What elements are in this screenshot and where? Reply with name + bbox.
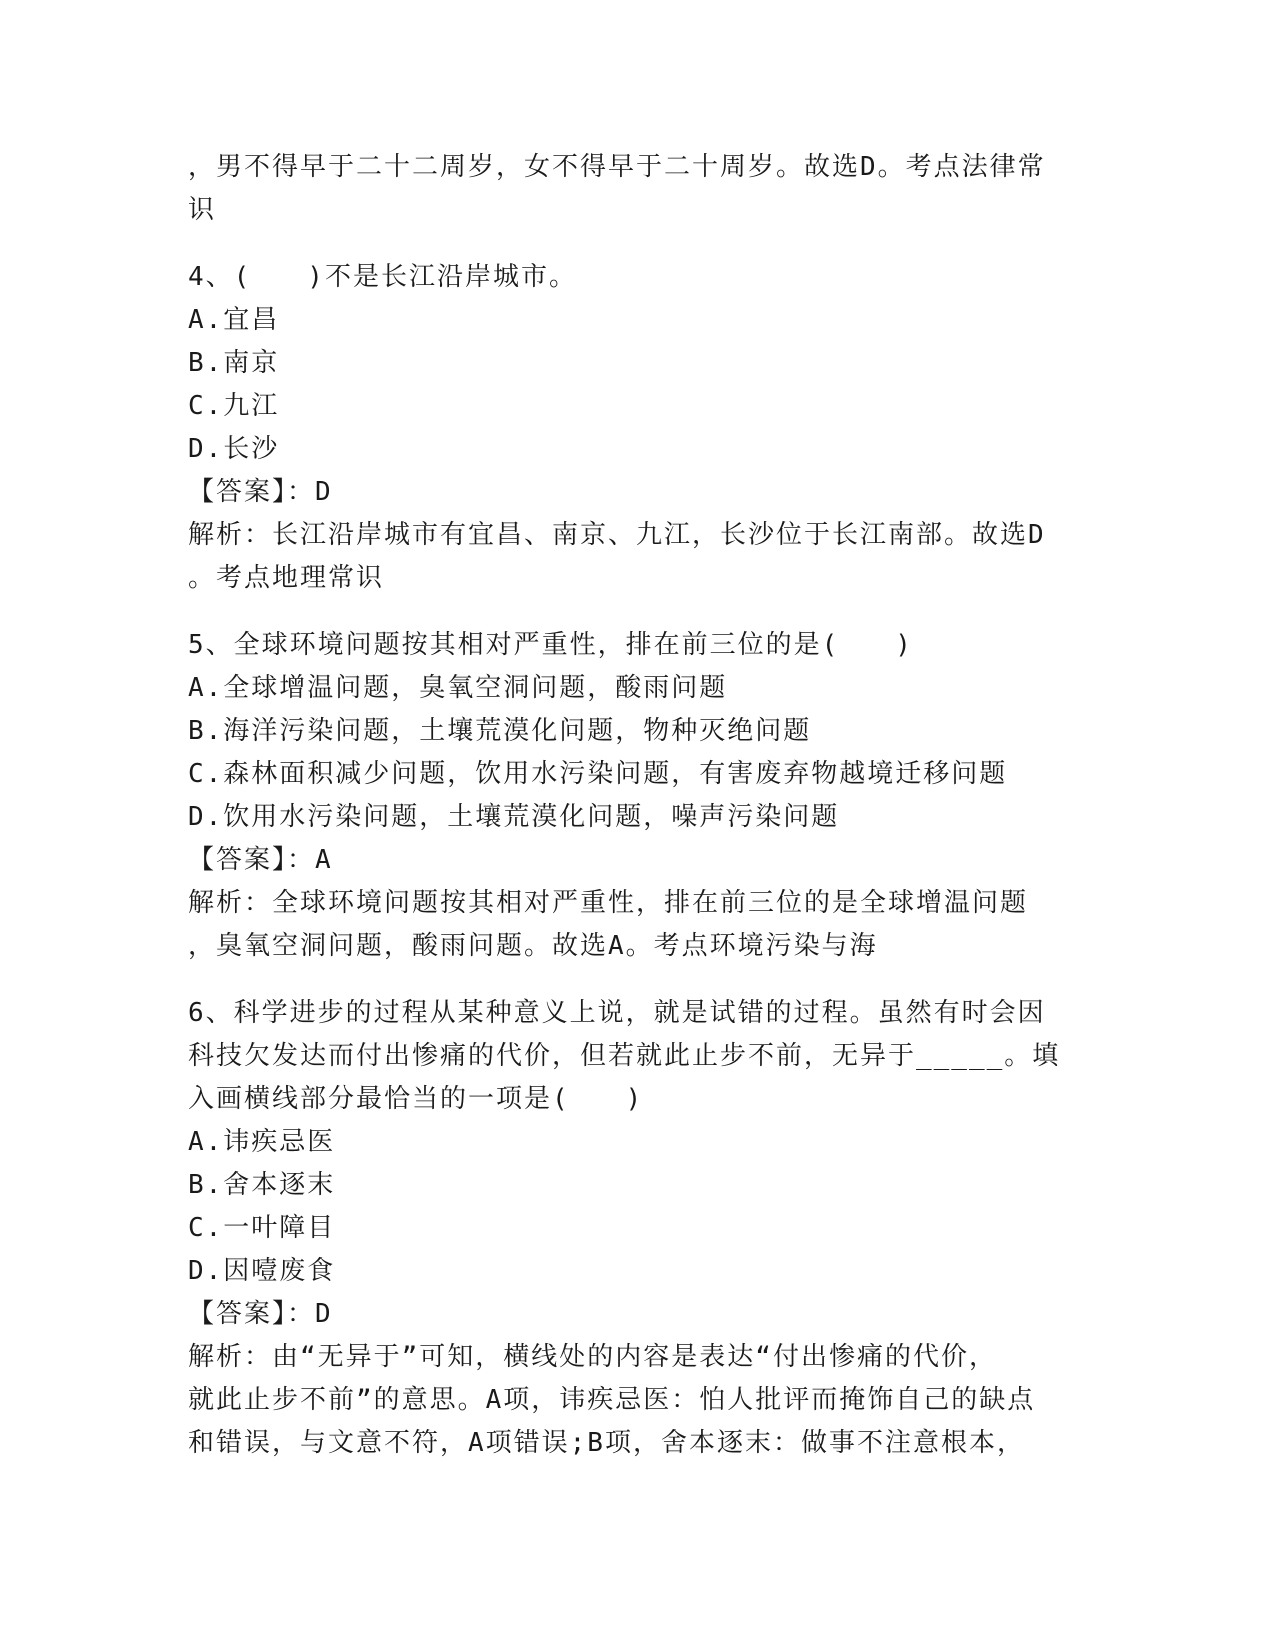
answer-label: 【答案】：A [188,845,333,875]
option-a: A.讳疾忌医 [188,1127,336,1157]
question-5 [188,624,1088,968]
option-d: D.因噎废食 [188,1256,336,1286]
question-stem: 5、全球环境问题按其相对严重性，排在前三位的是( ) [188,630,913,660]
analysis-line: 解析：全球环境问题按其相对严重性，排在前三位的是全球增温问题 [188,888,1029,918]
answer-label: 【答案】：D [188,477,333,507]
intro-line: ，男不得早于二十二周岁，女不得早于二十周岁。故选D。考点法律常 [188,152,1046,182]
analysis-line: 解析：长江沿岸城市有宜昌、南京、九江，长沙位于长江南部。故选D [188,520,1046,550]
question-stem-line: 入画横线部分最恰当的一项是( ) [188,1084,644,1114]
intro-line: 识 [188,195,217,225]
analysis-line: 和错误，与文意不符，A项错误;B项，舍本逐末：做事不注意根本， [188,1428,1025,1458]
option-c: C.一叶障目 [188,1213,336,1243]
answer-label: 【答案】：D [188,1299,333,1329]
analysis-line: 解析：由“无异于”可知，横线处的内容是表达“付出惨痛的代价， [188,1342,997,1372]
option-b: B.舍本逐末 [188,1170,336,1200]
option-a: A.宜昌 [188,305,280,335]
analysis-line: ，臭氧空洞问题，酸雨问题。故选A。考点环境污染与海 [188,931,878,961]
option-c: C.森林面积减少问题，饮用水污染问题，有害废弃物越境迁移问题 [188,759,1008,789]
intro-block [188,146,1088,232]
analysis-line: 就此止步不前”的意思。A项，讳疾忌医：怕人批评而掩饰自己的缺点 [188,1385,1036,1415]
option-d: D.长沙 [188,434,280,464]
question-4 [188,256,1088,600]
option-b: B.南京 [188,348,280,378]
option-a: A.全球增温问题，臭氧空洞问题，酸雨问题 [188,673,728,703]
question-6 [188,992,1088,1465]
option-b: B.海洋污染问题，土壤荒漠化问题，物种灭绝问题 [188,716,812,746]
question-stem-line: 6、科学进步的过程从某种意义上说，就是试错的过程。虽然有时会因 [188,998,1046,1028]
question-stem-line: 科技欠发达而付出惨痛的代价，但若就此止步不前，无异于_____。填 [188,1041,1061,1071]
option-d: D.饮用水污染问题，土壤荒漠化问题，噪声污染问题 [188,802,840,832]
option-c: C.九江 [188,391,280,421]
document-page [188,146,1088,1465]
analysis-line: 。考点地理常识 [188,563,385,593]
question-stem: 4、( )不是长江沿岸城市。 [188,262,577,292]
